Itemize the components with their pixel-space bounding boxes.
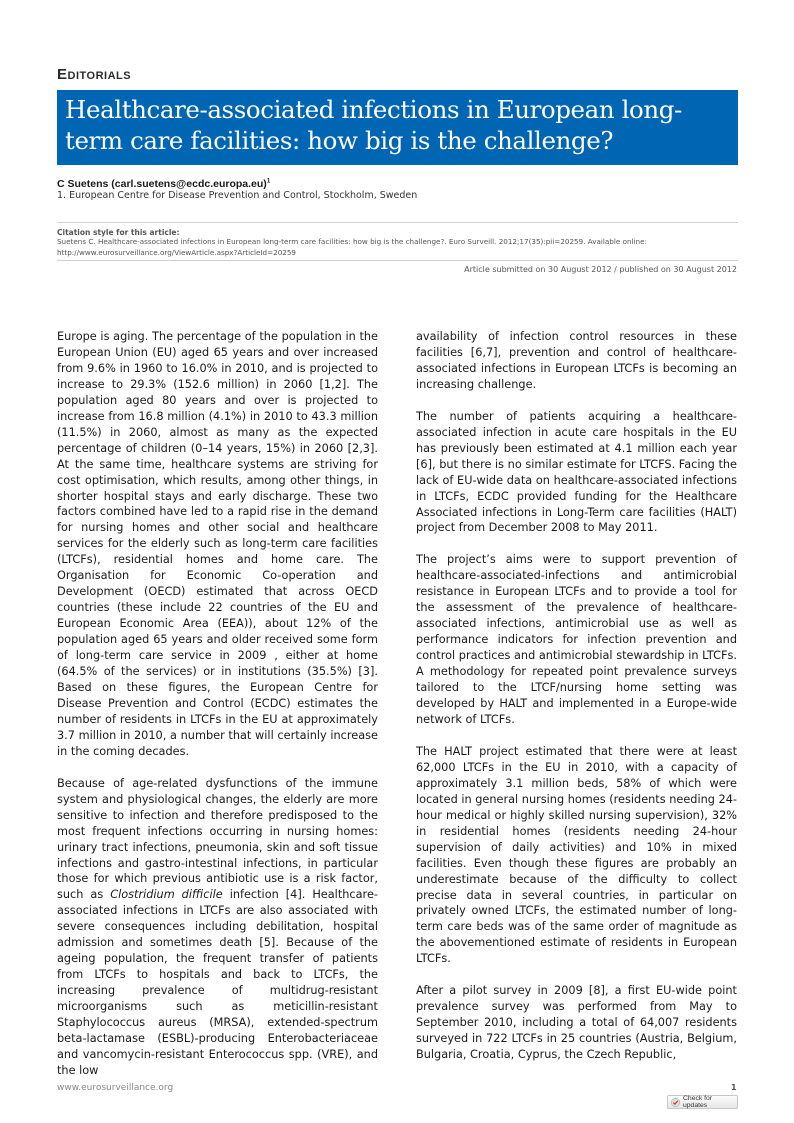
citation-text: Suetens C. Healthcare-associated infections in European long-term care facilities: how big is the challenge?. Euro Surveill. 2012;17(35):pii=20259. Available online: http://www.eurosurveillance.org/ViewArticle.aspx?ArticleId=20259 (57, 237, 647, 257)
body-column-left (57, 329, 378, 1095)
author-name-email: C Suetens (carl.suetens@ecdc.europa.eu) (57, 178, 267, 190)
species-name: Clostridium difficile (110, 888, 223, 902)
paragraph: availability of infection control resources in these facilities [6,7], prevention and control of healthcare-associated infections in European LTCFs is becoming an increasing challenge. (416, 330, 737, 391)
divider (57, 222, 738, 223)
section-label: Editorials (57, 66, 132, 83)
divider (57, 260, 738, 261)
page-number: 1 (731, 1083, 737, 1092)
crossmark-icon (671, 1098, 680, 1107)
author-affiliation-marker: 1 (266, 178, 271, 185)
paragraph: Because of age-related dysfunctions of the immune system and physiological changes, the elderly are more sensitive to infection and therefore predisposed to the most frequent infections occurring in nursing homes: urinary tract infections, pneumonia, skin and soft tissue infections and gastro-intestinal infections, in particular those for which previous antibiotic use is a risk factor, such as Clostridium difficile infection [4]. Healthcare-associated infections in LTCFs are also associated with severe consequences including debilitation, hospital admission and sometimes death [5]. Because of the ageing population, the frequent transfer of patients from LTCFs to hospitals and back to LTCFs, the increasing prevalence of multidrug-resistant microorganisms such as meticillin-resistant Staphylococcus aureus (MRSA), extended-spectrum beta-lactamase (ESBL)-producing Enterobacteriaceae and vancomycin-resistant Enterococcus spp. (VRE), and the low (57, 776, 378, 1077)
paragraph: The project’s aims were to support prevention of healthcare-associated-infections and antimicrobial resistance in European LTCFs and to provide a tool for the assessment of the prevalence of healthcare-associated infections, antimicrobial use as well as performance indicators for infection prevention and control practices and antimicrobial stewardship in LTCFs. A methodology for repeated point prevalence surveys tailored to the LTCF/nursing home setting was developed by HALT and implemented in a Europe-wide network of LTCFs. (416, 553, 737, 726)
author-line (57, 178, 270, 190)
paragraph: Europe is aging. The percentage of the population in the European Union (EU) aged 65 years and over increased from 9.6% in 1960 to 16.0% in 2010, and is projected to increase to 29.3% (152.6 million) in 2060 [1,2]. The population aged 80 years and over is projected to increase from 16.8 million (4.1%) in 2010 to 43.3 million (11.5%) in 2060, almost as many as the expected percentage of children (0–14 years, 15%) in 2060 [2,3]. At the same time, healthcare systems are striving for cost optimisation, which results, among other things, in shorter hospital stays and early discharge. These two factors combined have led to a rapid rise in the demand for nursing homes and other social and healthcare services for the elderly such as long-term care facilities (LTCFs), residential homes and home care. The Organisation for Economic Co-operation and Development (OECD) estimated that across OECD countries (these include 22 countries of the EU and European Economic Area (EEA)), about 12% of the population aged 65 years and older received some form of long-term care service in 2009 , either at home (64.5% of the services) or in institutions (35.5%) [3]. Based on these figures, the European Centre for Disease Prevention and Control (ECDC) estimates the number of residents in LTCFs in the EU at approximately 3.7 million in 2010, a number that will certainly increase in the coming decades. (57, 330, 378, 758)
check-for-updates-button[interactable] (667, 1095, 738, 1109)
paragraph: The number of patients acquiring a healthcare-associated infection in acute care hospitals in the EU has previously been estimated at 4.1 million each year [6], but there is no similar estimate for LTCFS. Facing the lack of EU-wide data on healthcare-associated infections in LTCFs, ECDC provided funding for the Healthcare Associated infections in Long-Term care facilities (HALT) project from December 2008 to May 2011. (416, 409, 737, 535)
paragraph: After a pilot survey in 2009 [8], a first EU-wide point prevalence survey was performed from May to September 2010, including a total of 64,007 residents surveyed in 722 LTCFs in 25 countries (Austria, Belgium, Bulgaria, Croatia, Cyprus, the Czech Republic, (416, 984, 737, 1062)
body-column-right (416, 329, 737, 1079)
submission-dates: Article submitted on 30 August 2012 / published on 30 August 2012 (464, 265, 737, 274)
title-banner (57, 90, 738, 165)
footer-url[interactable]: www.eurosurveillance.org (57, 1083, 174, 1093)
article-title: Healthcare-associated infections in European long-term care facilities: how big is the challenge? (65, 95, 682, 155)
paragraph: The HALT project estimated that there were at least 62,000 LTCFs in the EU in 2010, with a capacity of approximately 3.1 million beds, 58% of which were located in general nursing homes (residents needing 24-hour medical or highly skilled nursing supervision), 32% in residential homes (residents needing 24-hour supervision of daily activities) and 10% in mixed facilities. Even though these figures are probably an underestimate because of the difficulty to collect precise data in several countries, in particular on privately owned LTCFs, the estimated number of long-term care beds was of the same order of magnitude as the abovementioned estimate of residents in European LTCFs. (416, 744, 737, 966)
citation-label: Citation style for this article: (57, 228, 180, 237)
check-for-updates-label: Check for updates (683, 1095, 713, 1109)
affiliation: 1. European Centre for Disease Prevention and Control, Stockholm, Sweden (57, 190, 418, 201)
